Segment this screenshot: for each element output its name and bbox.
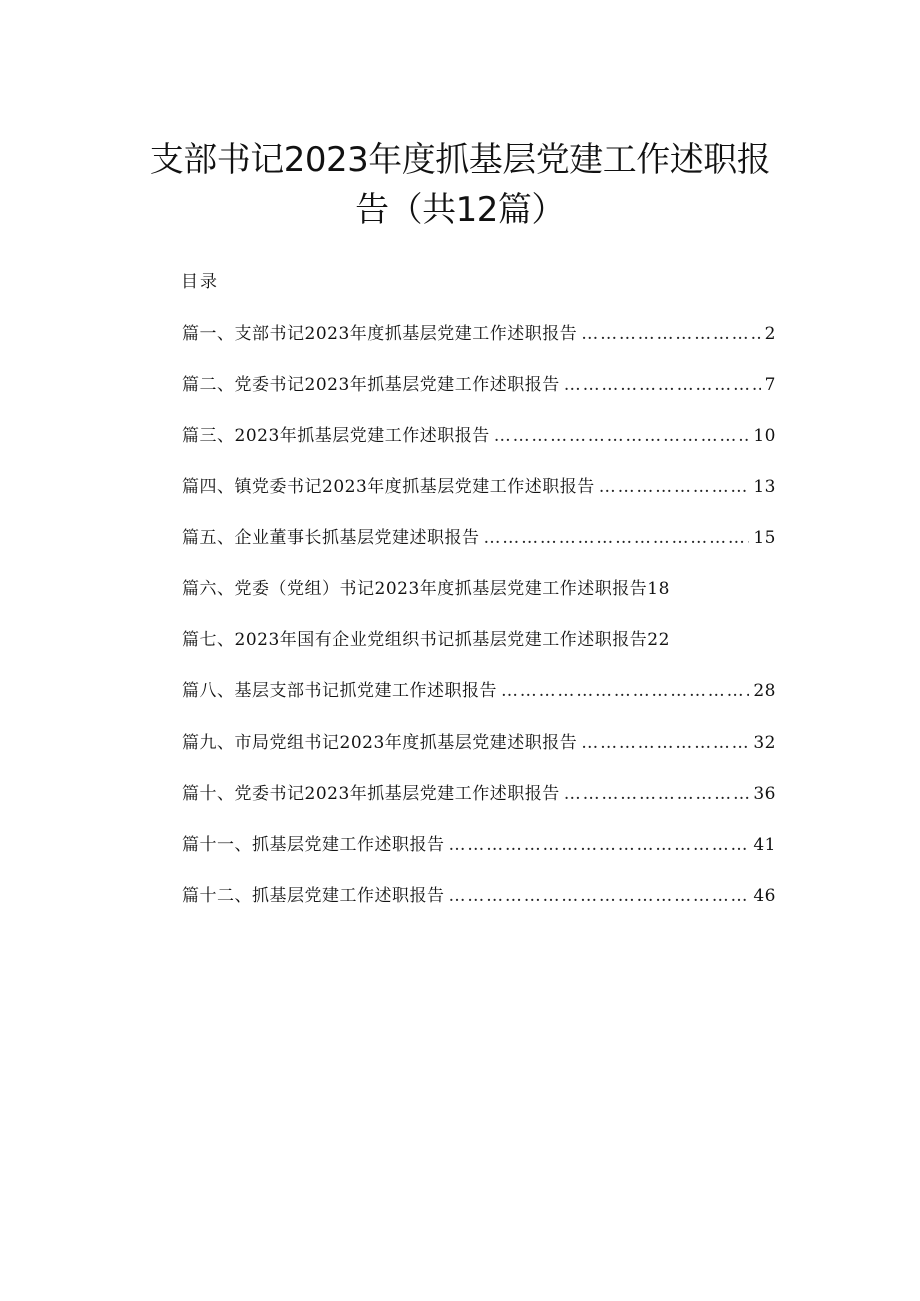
- toc-entry[interactable]: [182, 474, 776, 500]
- toc-page-number: 10: [753, 426, 776, 446]
- toc-page-number: 2: [764, 324, 776, 344]
- toc-page-number: 28: [753, 681, 776, 701]
- toc-entry[interactable]: [182, 781, 776, 807]
- toc-entry-label: 篇十二、抓基层党建工作述职报告: [182, 886, 445, 906]
- toc-entry[interactable]: [182, 730, 776, 756]
- toc-entry-label: 篇二、党委书记2023年抓基层党建工作述职报告: [182, 375, 560, 395]
- toc-page-number: 46: [753, 886, 776, 906]
- toc-entry[interactable]: [182, 423, 776, 449]
- toc-leader-dots: [449, 832, 750, 858]
- toc-entry-label: 篇十、党委书记2023年抓基层党建工作述职报告: [182, 784, 560, 804]
- toc-leader-dots: [564, 372, 761, 398]
- toc-leader-dots: [581, 321, 760, 347]
- toc-entry[interactable]: [182, 883, 776, 909]
- toc-leader-dots: [501, 678, 749, 704]
- toc-page-number: 36: [753, 784, 776, 804]
- toc-page-number: 18: [647, 579, 670, 599]
- toc-entry[interactable]: [182, 678, 776, 704]
- toc-entry[interactable]: [182, 321, 776, 347]
- toc-entry-label: 篇九、市局党组书记2023年度抓基层党建述职报告: [182, 733, 578, 753]
- toc-leader-dots: [484, 525, 750, 551]
- toc-entry-label: 篇八、基层支部书记抓党建工作述职报告: [182, 681, 497, 701]
- toc-entry-label: 篇三、2023年抓基层党建工作述职报告: [182, 426, 490, 446]
- toc-page-number: 7: [764, 375, 776, 395]
- toc-entry[interactable]: [182, 627, 670, 653]
- toc-leader-dots: [494, 423, 750, 449]
- toc-entry-label: 篇一、支部书记2023年度抓基层党建工作述职报告: [182, 324, 578, 344]
- toc-page-number: 41: [753, 835, 776, 855]
- toc-leader-dots: [449, 883, 750, 909]
- toc-entry-label: 篇七、2023年国有企业党组织书记抓基层党建工作述职报告: [182, 630, 648, 650]
- toc-heading: 目录: [181, 272, 219, 292]
- toc-entry-label: 篇五、企业董事长抓基层党建述职报告: [182, 528, 480, 548]
- document-title-line-2: 告（共12篇）: [355, 190, 565, 230]
- toc-page-number: 13: [753, 477, 776, 497]
- toc-entry[interactable]: [182, 832, 776, 858]
- document-title-line-1: 支部书记2023年度抓基层党建工作述职报: [149, 140, 771, 180]
- toc-entry-label: 篇六、党委（党组）书记2023年度抓基层党建工作述职报告: [182, 579, 648, 599]
- toc-page-number: 32: [753, 733, 776, 753]
- toc-entry-label: 篇四、镇党委书记2023年度抓基层党建工作述职报告: [182, 477, 595, 497]
- toc-leader-dots: [599, 474, 750, 500]
- toc-leader-dots: [564, 781, 750, 807]
- toc-page-number: 22: [647, 630, 670, 650]
- toc-page-number: 15: [753, 528, 776, 548]
- toc-entry-label: 篇十一、抓基层党建工作述职报告: [182, 835, 445, 855]
- toc-leader-dots: [581, 730, 749, 756]
- toc-entry[interactable]: [182, 525, 776, 551]
- toc-entry[interactable]: [182, 372, 776, 398]
- toc-entry[interactable]: [182, 576, 670, 602]
